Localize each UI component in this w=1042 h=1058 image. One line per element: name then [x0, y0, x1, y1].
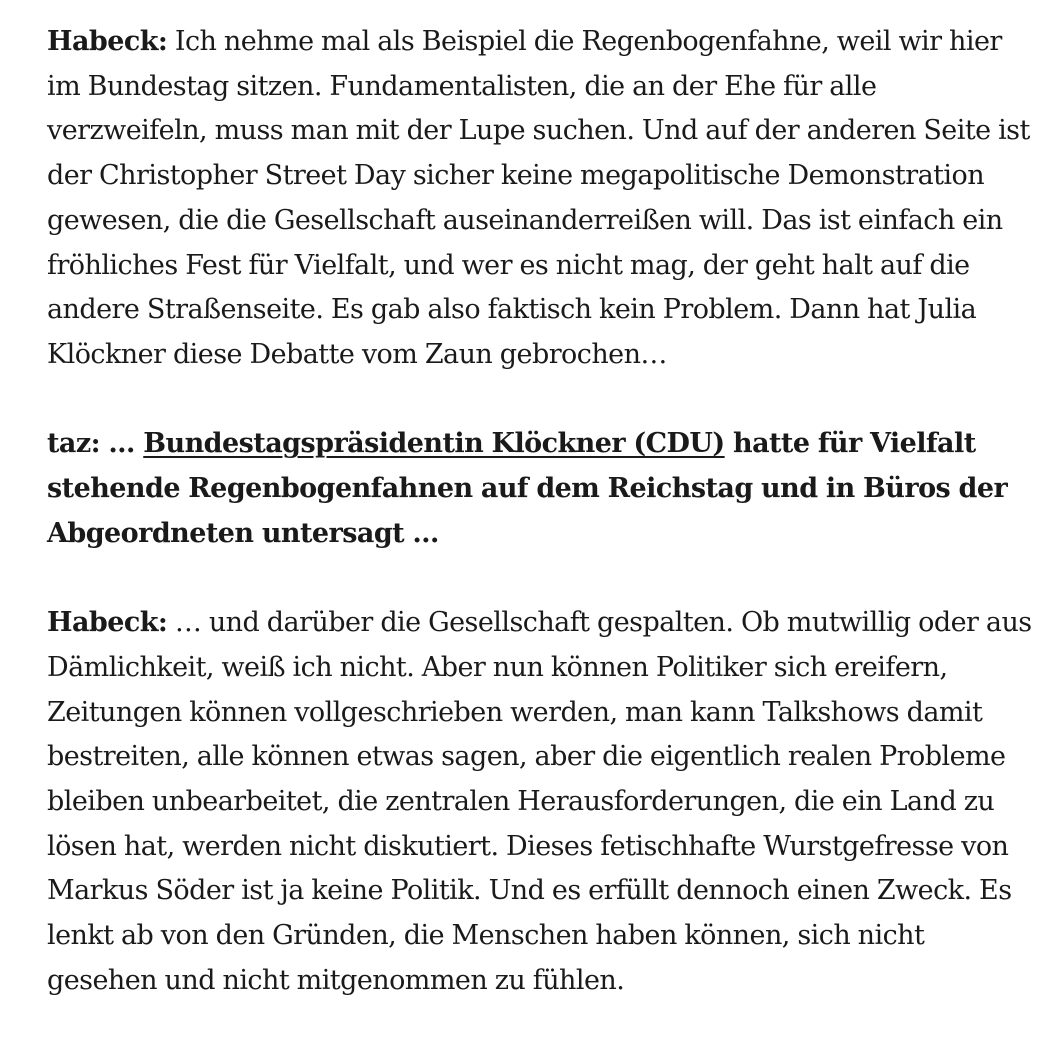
speaker-label: Habeck: [47, 607, 168, 639]
question-paragraph [47, 422, 1037, 556]
answer-text: Ich nehme mal als Beispiel die Regenbogenfahne, weil wir hier im Bundestag sitzen. Fundamentalisten, die an der Ehe für alle verzweifeln, muss man mit der Lupe suchen. Und auf der anderen Seite ist der Christopher Street Day sicher keine megapolitische Demonstration gewesen, die die Gesellschaft auseinanderreißen will. Das ist einfach ein fröhliches Fest für Vielfalt, und wer es nicht mag, der geht halt auf die andere Straßenseite. Es gab also faktisch kein Problem. Dann hat Julia Klöckner diese Debatte vom Zaun gebrochen… [47, 26, 1030, 370]
speaker-label: taz: [47, 428, 101, 460]
answer-text: … und darüber die Gesellschaft gespalten. Ob mutwillig oder aus Dämlichkeit, weiß ich nicht. Aber nun können Politiker sich ereifern, Zeitungen können vollgeschrieben werden, man kann Talkshows damit bestreiten, alle können etwas sagen, aber die eigentlich realen Probleme bleiben unbearbeitet, die zentralen Herausforderungen, die ein Land zu lösen hat, werden nicht diskutiert. Dieses fetischhafte Wurstgefresse von Markus Söder ist ja keine Politik. Und es erfüllt dennoch einen Zweck. Es lenkt ab von den Gründen, die Menschen haben können, sich nicht gesehen und nicht mitgenommen zu fühlen. [47, 607, 1032, 996]
article-body [47, 20, 1037, 1048]
answer-paragraph [47, 20, 1037, 378]
speaker-label: Habeck: [47, 26, 168, 57]
question-prefix: … [100, 428, 144, 460]
answer-paragraph [47, 601, 1037, 1003]
kloeckner-article-link[interactable]: Bundestagspräsidentin Klöckner (CDU) [143, 428, 725, 460]
question-text: hatte für Vielfalt stehende Regenbogenfahnen auf dem Reichstag und in Büros der Abgeordneten untersagt … [47, 428, 1008, 549]
